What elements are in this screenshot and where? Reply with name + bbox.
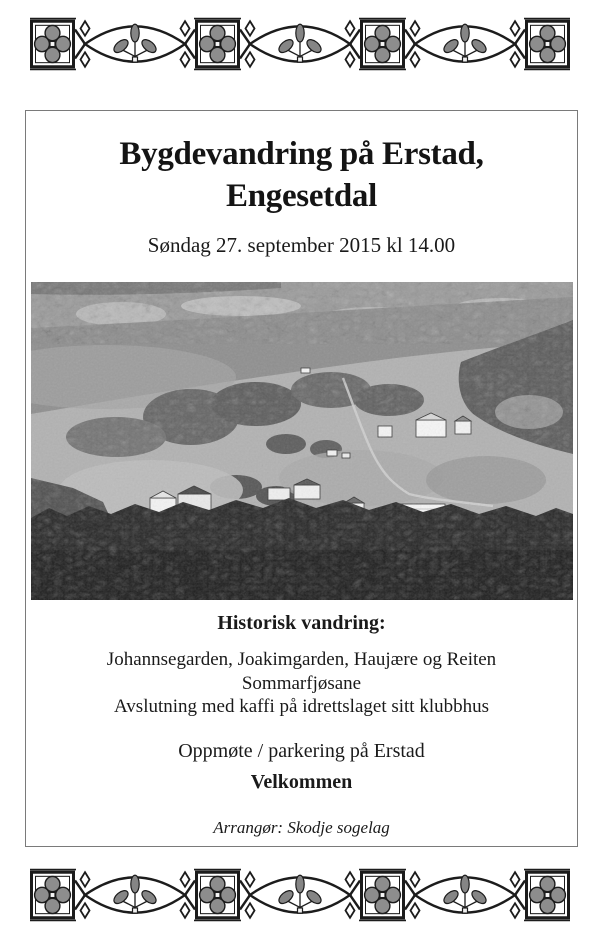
organizer-line: Arrangør: Skodje sogelag (213, 817, 390, 837)
meeting-point-line: Oppmøte / parkering på Erstad (178, 739, 425, 762)
page-title (26, 133, 577, 217)
welcome-line: Velkommen (250, 770, 353, 793)
ornamental-border-top-icon (30, 16, 570, 72)
walk-line-farms: Johannsegarden, Joakimgarden, Haujære og Reiten (106, 649, 497, 670)
section-heading: Historisk vandring: (217, 612, 386, 634)
walk-description (26, 648, 577, 719)
walk-line-sommarfjosane: Sommarfjøsane (241, 672, 362, 694)
content-frame (25, 110, 578, 847)
event-date: Søndag 27. september 2015 kl 14.00 (147, 233, 456, 257)
landscape-photo (31, 282, 573, 600)
title-line-2: Engesetdal (225, 178, 377, 214)
walk-line-coffee: Avslutning med kaffi på idrettslaget sitt klubbhus (113, 696, 490, 717)
title-line-1: Bygdevandring på Erstad, (119, 136, 484, 172)
ornamental-border-bottom-icon (30, 867, 570, 923)
